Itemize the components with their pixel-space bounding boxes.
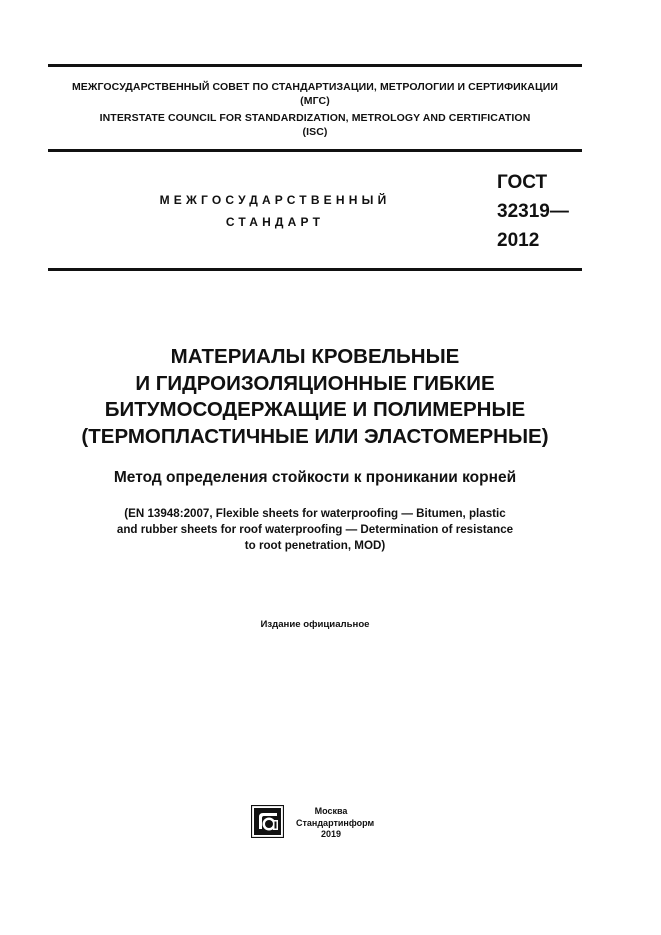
publisher-year: 2019 bbox=[320, 829, 342, 839]
gost-number bbox=[497, 168, 569, 255]
title-line: БИТУМОСОДЕРЖАЩИЕ И ПОЛИМЕРНЫЕ bbox=[104, 398, 526, 421]
title-line: И ГИДРОИЗОЛЯЦИОННЫЕ ГИБКИЕ bbox=[135, 371, 495, 395]
en-reference bbox=[48, 506, 582, 554]
en-reference-line: to root penetration, MOD) bbox=[244, 539, 386, 552]
title-line: (ТЕРМОПЛАСТИЧНЫЕ ИЛИ ЭЛАСТОМЕРНЫЕ) bbox=[81, 424, 549, 448]
gost-code: 32319— bbox=[497, 201, 569, 222]
council-name-en: INTERSTATE COUNCIL FOR STANDARDIZATION, METROLOGY AND CERTIFICATION bbox=[99, 112, 531, 124]
document-title bbox=[48, 344, 582, 450]
council-abbr-ru: (МГС) bbox=[300, 95, 330, 107]
header-divider bbox=[48, 149, 582, 152]
en-reference-line: (EN 13948:2007, Flexible sheets for waterproofing — Bitumen, plastic bbox=[124, 507, 506, 520]
gost-year: 2012 bbox=[497, 230, 540, 251]
standard-type-label bbox=[130, 189, 420, 233]
publisher-city: Москва bbox=[314, 806, 348, 816]
en-reference-line: and rubber sheets for roof waterproofing — Determination of resistance bbox=[116, 523, 514, 536]
council-abbr-en: (ISC) bbox=[302, 126, 328, 138]
council-header bbox=[48, 80, 582, 139]
publisher-name: Стандартинформ bbox=[296, 817, 375, 828]
method-subtitle: Метод определения стойкости к проникании корней bbox=[113, 469, 517, 486]
standard-type-line1: МЕЖГОСУДАРСТВЕННЫЙ bbox=[159, 193, 391, 207]
publisher-info bbox=[296, 806, 375, 841]
council-name-ru: МЕЖГОСУДАРСТВЕННЫЙ СОВЕТ ПО СТАНДАРТИЗАЦИИ, МЕТРОЛОГИИ И СЕРТИФИКАЦИИ bbox=[71, 81, 559, 93]
title-line: МАТЕРИАЛЫ КРОВЕЛЬНЫЕ bbox=[170, 345, 460, 368]
standartinform-logo-icon bbox=[251, 805, 284, 838]
edition-note: Издание официальное bbox=[260, 619, 370, 630]
title-divider bbox=[48, 268, 582, 271]
top-divider bbox=[48, 64, 582, 67]
gost-prefix: ГОСТ bbox=[497, 172, 548, 193]
standard-type-line2: СТАНДАРТ bbox=[225, 215, 325, 229]
